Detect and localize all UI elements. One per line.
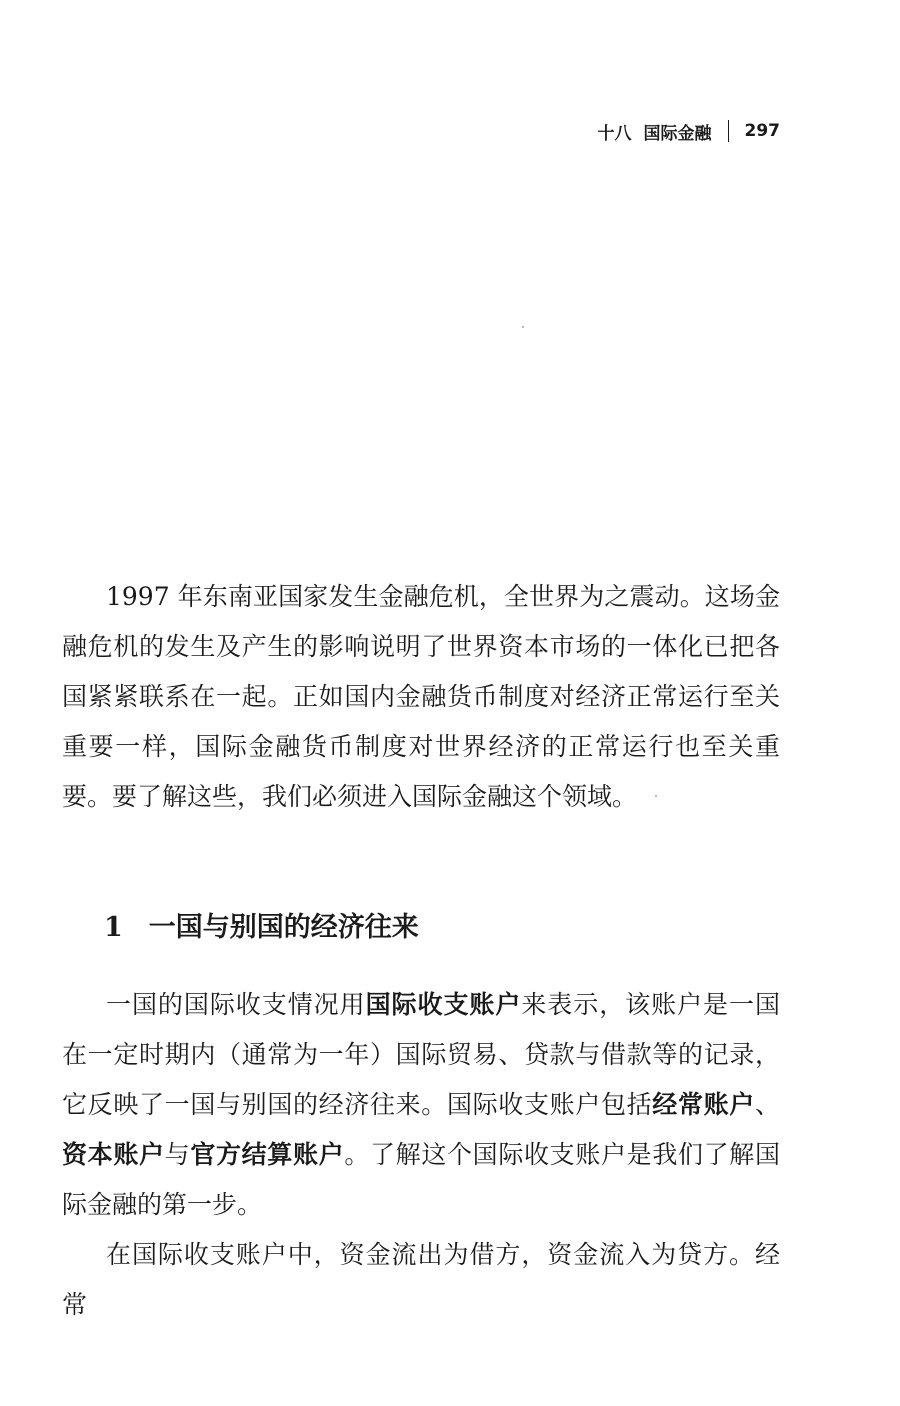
intro-paragraph: 1997 年东南亚国家发生金融危机，全世界为之震动。这场金融危机的发生及产生的影响说明了世界资本市场的一体化已把各国紧紧联系在一起。正如国内金融货币制度对经济正常运行至关重要一样，国际金融货币制度对世界经济的正常运行也至关重要。要了解这些，我们必须进入国际金融这个领域。 [62, 582, 780, 811]
section-number: 1 [104, 912, 123, 943]
chapter-number: 十八 [597, 123, 632, 144]
section-title: 一国与别国的经济往来 [148, 912, 419, 943]
key-term: 官方结算账户 [190, 1140, 345, 1169]
body-paragraph [62, 980, 780, 1230]
section-heading [104, 908, 419, 948]
key-term: 国际收支账户 [365, 990, 522, 1019]
key-term: 资本账户 [62, 1140, 165, 1169]
scan-speck [655, 795, 657, 797]
key-term: 经常账户 [652, 1090, 755, 1119]
text-segment: 与 [164, 1140, 191, 1169]
text-segment: 。了解这个国际收支账户是我们了解国际金融的第一步。 [62, 1140, 780, 1219]
text-segment: 来表示，该账户是一国在一定时期内（通常为一年）国际贸易、贷款与借款等的记录，它反映了一国与别国的经济往来。国际收支账户包括 [62, 990, 780, 1119]
chapter-title: 国际金融 [643, 123, 712, 144]
scan-speck [522, 326, 524, 328]
body-paragraph: 在国际收支账户中，资金流出为借方，资金流入为贷方。经常 [62, 1240, 780, 1319]
text-segment: 、 [754, 1090, 780, 1119]
page-number: 297 [744, 121, 780, 141]
text-segment: 一国的国际收支情况用 [106, 990, 366, 1019]
header-divider [728, 120, 729, 142]
running-head [540, 116, 780, 146]
